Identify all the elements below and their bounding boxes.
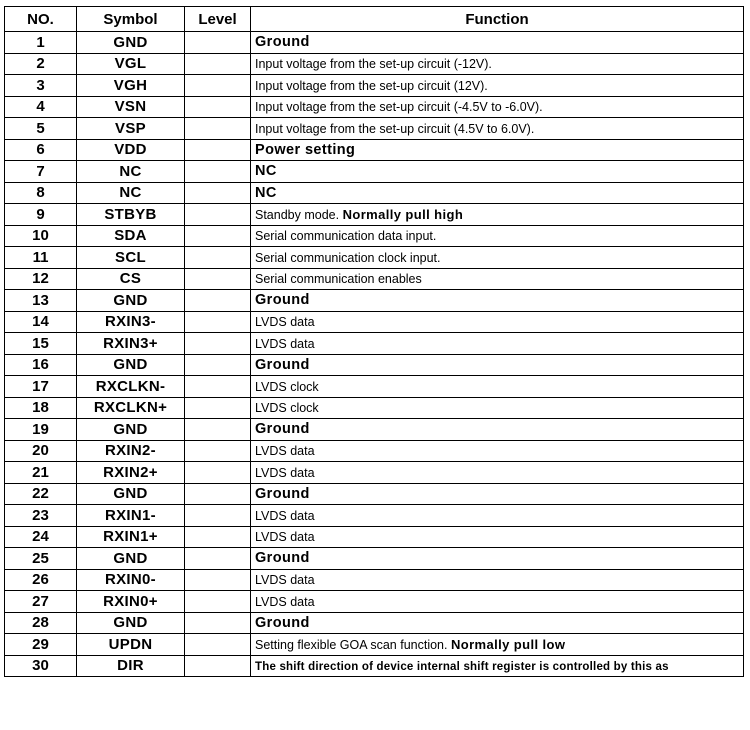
- pin-level: [185, 32, 251, 54]
- pin-function: [251, 634, 744, 656]
- pin-number: 22: [5, 483, 77, 505]
- pin-symbol: GND: [77, 32, 185, 54]
- pin-number: 23: [5, 505, 77, 527]
- pin-number: 28: [5, 612, 77, 634]
- pin-symbol: VSN: [77, 96, 185, 118]
- table-row: [5, 118, 744, 140]
- table-row: [5, 247, 744, 269]
- pin-function: [251, 591, 744, 613]
- table-row: [5, 655, 744, 677]
- function-emphasis: Power setting: [255, 141, 356, 158]
- pin-number: 11: [5, 247, 77, 269]
- table-row: [5, 75, 744, 97]
- pin-symbol: VDD: [77, 139, 185, 161]
- pin-function: [251, 311, 744, 333]
- table-row: [5, 333, 744, 355]
- pin-function: [251, 569, 744, 591]
- pin-symbol: GND: [77, 354, 185, 376]
- function-text: Input voltage from the set-up circuit (4.5V to 6.0V).: [255, 121, 535, 136]
- pin-function: [251, 462, 744, 484]
- header-function: Function: [251, 7, 744, 32]
- function-text: LVDS clock: [255, 401, 319, 416]
- function-text: LVDS data: [255, 315, 315, 330]
- function-text: Input voltage from the set-up circuit (-4.5V to -6.0V).: [255, 100, 543, 115]
- table-row: [5, 311, 744, 333]
- pin-number: 7: [5, 161, 77, 183]
- table-row: [5, 483, 744, 505]
- pin-number: 5: [5, 118, 77, 140]
- pin-number: 26: [5, 569, 77, 591]
- pin-level: [185, 483, 251, 505]
- function-text: Setting flexible GOA scan function.: [255, 637, 448, 652]
- header-level: Level: [185, 7, 251, 32]
- pin-function: [251, 290, 744, 312]
- function-text: LVDS data: [255, 594, 315, 609]
- pin-level: [185, 75, 251, 97]
- pin-function: [251, 247, 744, 269]
- table-row: [5, 419, 744, 441]
- table-row: [5, 505, 744, 527]
- pin-function: [251, 139, 744, 161]
- pin-number: 13: [5, 290, 77, 312]
- pin-number: 20: [5, 440, 77, 462]
- table-row: [5, 182, 744, 204]
- pin-function: [251, 655, 744, 677]
- header-symbol: Symbol: [77, 7, 185, 32]
- pin-number: 12: [5, 268, 77, 290]
- pin-level: [185, 53, 251, 75]
- pin-rows: [5, 32, 744, 677]
- table-row: [5, 161, 744, 183]
- pin-symbol: VSP: [77, 118, 185, 140]
- pin-level: [185, 290, 251, 312]
- pin-number: 15: [5, 333, 77, 355]
- pin-level: [185, 118, 251, 140]
- pin-level: [185, 569, 251, 591]
- pin-number: 17: [5, 376, 77, 398]
- function-emphasis: Ground: [255, 550, 310, 567]
- table-row: [5, 462, 744, 484]
- pin-function: [251, 397, 744, 419]
- pin-symbol: RXIN2+: [77, 462, 185, 484]
- pin-function: [251, 333, 744, 355]
- pin-level: [185, 333, 251, 355]
- pin-level: [185, 612, 251, 634]
- pin-function: [251, 182, 744, 204]
- pin-function: [251, 483, 744, 505]
- pin-level: [185, 634, 251, 656]
- pin-level: [185, 96, 251, 118]
- pin-function: [251, 75, 744, 97]
- table-row: [5, 526, 744, 548]
- pin-number: 25: [5, 548, 77, 570]
- pin-level: [185, 225, 251, 247]
- function-emphasis: Normally pull low: [450, 636, 566, 652]
- function-text: LVDS clock: [255, 379, 319, 394]
- function-text: LVDS data: [255, 336, 315, 351]
- table-row: [5, 290, 744, 312]
- pin-function: [251, 526, 744, 548]
- header-row: [5, 7, 744, 32]
- pin-symbol: GND: [77, 419, 185, 441]
- function-text: Serial communication clock input.: [255, 250, 441, 265]
- pin-symbol: STBYB: [77, 204, 185, 226]
- table-row: [5, 53, 744, 75]
- pin-symbol: DIR: [77, 655, 185, 677]
- pin-level: [185, 505, 251, 527]
- pin-symbol: GND: [77, 612, 185, 634]
- pin-symbol: RXIN2-: [77, 440, 185, 462]
- pin-level: [185, 161, 251, 183]
- pin-number: 30: [5, 655, 77, 677]
- pin-function: [251, 118, 744, 140]
- table-row: [5, 204, 744, 226]
- pin-symbol: SCL: [77, 247, 185, 269]
- pin-symbol: RXIN1-: [77, 505, 185, 527]
- function-text: Input voltage from the set-up circuit (12V).: [255, 78, 488, 93]
- pin-number: 24: [5, 526, 77, 548]
- function-emphasis: Ground: [255, 614, 310, 631]
- pin-function: [251, 548, 744, 570]
- function-text: LVDS data: [255, 508, 315, 523]
- table-row: [5, 268, 744, 290]
- pin-number: 3: [5, 75, 77, 97]
- pin-function: [251, 376, 744, 398]
- pin-level: [185, 440, 251, 462]
- pin-level: [185, 655, 251, 677]
- pin-level: [185, 548, 251, 570]
- pin-symbol: RXIN3+: [77, 333, 185, 355]
- header-no: NO.: [5, 7, 77, 32]
- function-text: LVDS data: [255, 444, 315, 459]
- function-text: Input voltage from the set-up circuit (-12V).: [255, 57, 492, 72]
- pin-number: 4: [5, 96, 77, 118]
- function-text: Standby mode.: [255, 207, 340, 222]
- pin-level: [185, 311, 251, 333]
- table-row: [5, 440, 744, 462]
- pin-function: [251, 505, 744, 527]
- function-text: LVDS data: [255, 573, 315, 588]
- pin-level: [185, 182, 251, 204]
- table-row: [5, 376, 744, 398]
- pin-number: 2: [5, 53, 77, 75]
- pin-symbol: UPDN: [77, 634, 185, 656]
- pin-function: [251, 161, 744, 183]
- pin-function: [251, 419, 744, 441]
- function-emphasis: Ground: [255, 356, 310, 373]
- pin-symbol: NC: [77, 182, 185, 204]
- pin-symbol: RXCLKN-: [77, 376, 185, 398]
- function-text: LVDS data: [255, 530, 315, 545]
- pin-level: [185, 397, 251, 419]
- pin-symbol: VGL: [77, 53, 185, 75]
- pin-symbol: GND: [77, 483, 185, 505]
- pin-number: 16: [5, 354, 77, 376]
- pin-number: 18: [5, 397, 77, 419]
- table-row: [5, 32, 744, 54]
- pin-symbol: RXIN1+: [77, 526, 185, 548]
- pin-function: [251, 32, 744, 54]
- pin-symbol: GND: [77, 548, 185, 570]
- table-row: [5, 225, 744, 247]
- table-row: [5, 548, 744, 570]
- pin-symbol: RXIN0-: [77, 569, 185, 591]
- function-emphasis: Ground: [255, 421, 310, 438]
- pin-number: 9: [5, 204, 77, 226]
- pin-number: 10: [5, 225, 77, 247]
- function-emphasis: Ground: [255, 34, 310, 51]
- pin-number: 29: [5, 634, 77, 656]
- pin-symbol: CS: [77, 268, 185, 290]
- pin-symbol: GND: [77, 290, 185, 312]
- pin-level: [185, 354, 251, 376]
- function-text: Serial communication enables: [255, 272, 422, 287]
- function-emphasis: Ground: [255, 292, 310, 309]
- function-emphasis: NC: [255, 184, 277, 201]
- function-emphasis: Ground: [255, 485, 310, 502]
- table-row: [5, 634, 744, 656]
- pin-function: [251, 53, 744, 75]
- pin-level: [185, 419, 251, 441]
- table-row: [5, 96, 744, 118]
- table-row: [5, 139, 744, 161]
- pin-level: [185, 247, 251, 269]
- pin-number: 8: [5, 182, 77, 204]
- pin-level: [185, 526, 251, 548]
- function-text: LVDS data: [255, 465, 315, 480]
- pin-level: [185, 268, 251, 290]
- pin-number: 19: [5, 419, 77, 441]
- pin-number: 14: [5, 311, 77, 333]
- function-emphasis: Normally pull high: [342, 206, 464, 222]
- pin-number: 27: [5, 591, 77, 613]
- pin-symbol: RXCLKN+: [77, 397, 185, 419]
- pin-symbol: VGH: [77, 75, 185, 97]
- pin-level: [185, 139, 251, 161]
- pin-symbol: NC: [77, 161, 185, 183]
- pin-function: [251, 612, 744, 634]
- function-emphasis: NC: [255, 163, 277, 180]
- function-text: Serial communication data input.: [255, 229, 437, 244]
- function-emphasis: The shift direction of device internal shift register is controlled by this as: [255, 660, 669, 673]
- table-row: [5, 569, 744, 591]
- pin-number: 6: [5, 139, 77, 161]
- table-row: [5, 397, 744, 419]
- pin-number: 21: [5, 462, 77, 484]
- pin-function: [251, 225, 744, 247]
- pin-assignment-table: [4, 6, 744, 677]
- pin-function: [251, 440, 744, 462]
- pin-level: [185, 376, 251, 398]
- pin-symbol: SDA: [77, 225, 185, 247]
- pin-symbol: RXIN3-: [77, 311, 185, 333]
- pin-function: [251, 96, 744, 118]
- pin-function: [251, 268, 744, 290]
- pin-symbol: RXIN0+: [77, 591, 185, 613]
- table-row: [5, 354, 744, 376]
- pin-level: [185, 462, 251, 484]
- pin-level: [185, 204, 251, 226]
- pin-number: 1: [5, 32, 77, 54]
- pin-function: [251, 354, 744, 376]
- pin-level: [185, 591, 251, 613]
- table-row: [5, 591, 744, 613]
- pin-function: [251, 204, 744, 226]
- table-row: [5, 612, 744, 634]
